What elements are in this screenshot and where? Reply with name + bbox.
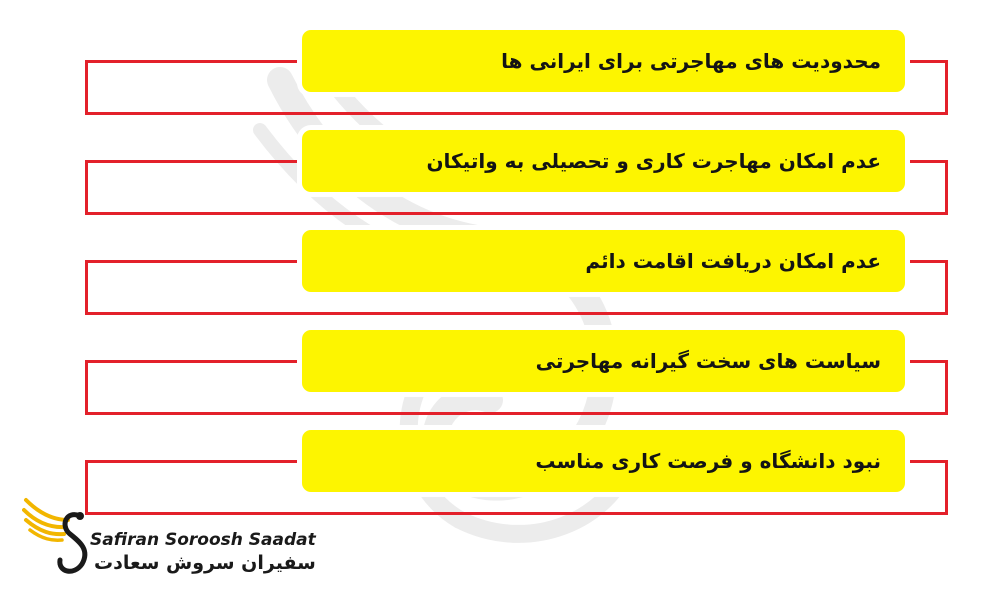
item-label: محدودیت های مهاجرتی برای ایرانی ها	[501, 49, 881, 73]
brand-name-persian: سفیران سروش سعادت	[94, 552, 316, 574]
list-item	[0, 330, 1000, 420]
brand-logo	[22, 494, 316, 584]
item-label: عدم امکان دریافت اقامت دائم	[585, 249, 881, 273]
item-label-box	[302, 330, 905, 392]
item-label: عدم امکان مهاجرت کاری و تحصیلی به واتیکان	[426, 149, 881, 173]
brand-name-english: Safiran Soroosh Saadat	[90, 530, 316, 550]
list-item	[0, 130, 1000, 220]
list-item	[0, 30, 1000, 120]
item-label-box	[302, 430, 905, 492]
item-label: نبود دانشگاه و فرصت کاری مناسب	[535, 449, 881, 473]
item-label-box	[302, 230, 905, 292]
list-item	[0, 230, 1000, 320]
item-label: سیاست های سخت گیرانه مهاجرتی	[535, 349, 881, 373]
item-label-box	[302, 30, 905, 92]
item-label-box	[302, 130, 905, 192]
